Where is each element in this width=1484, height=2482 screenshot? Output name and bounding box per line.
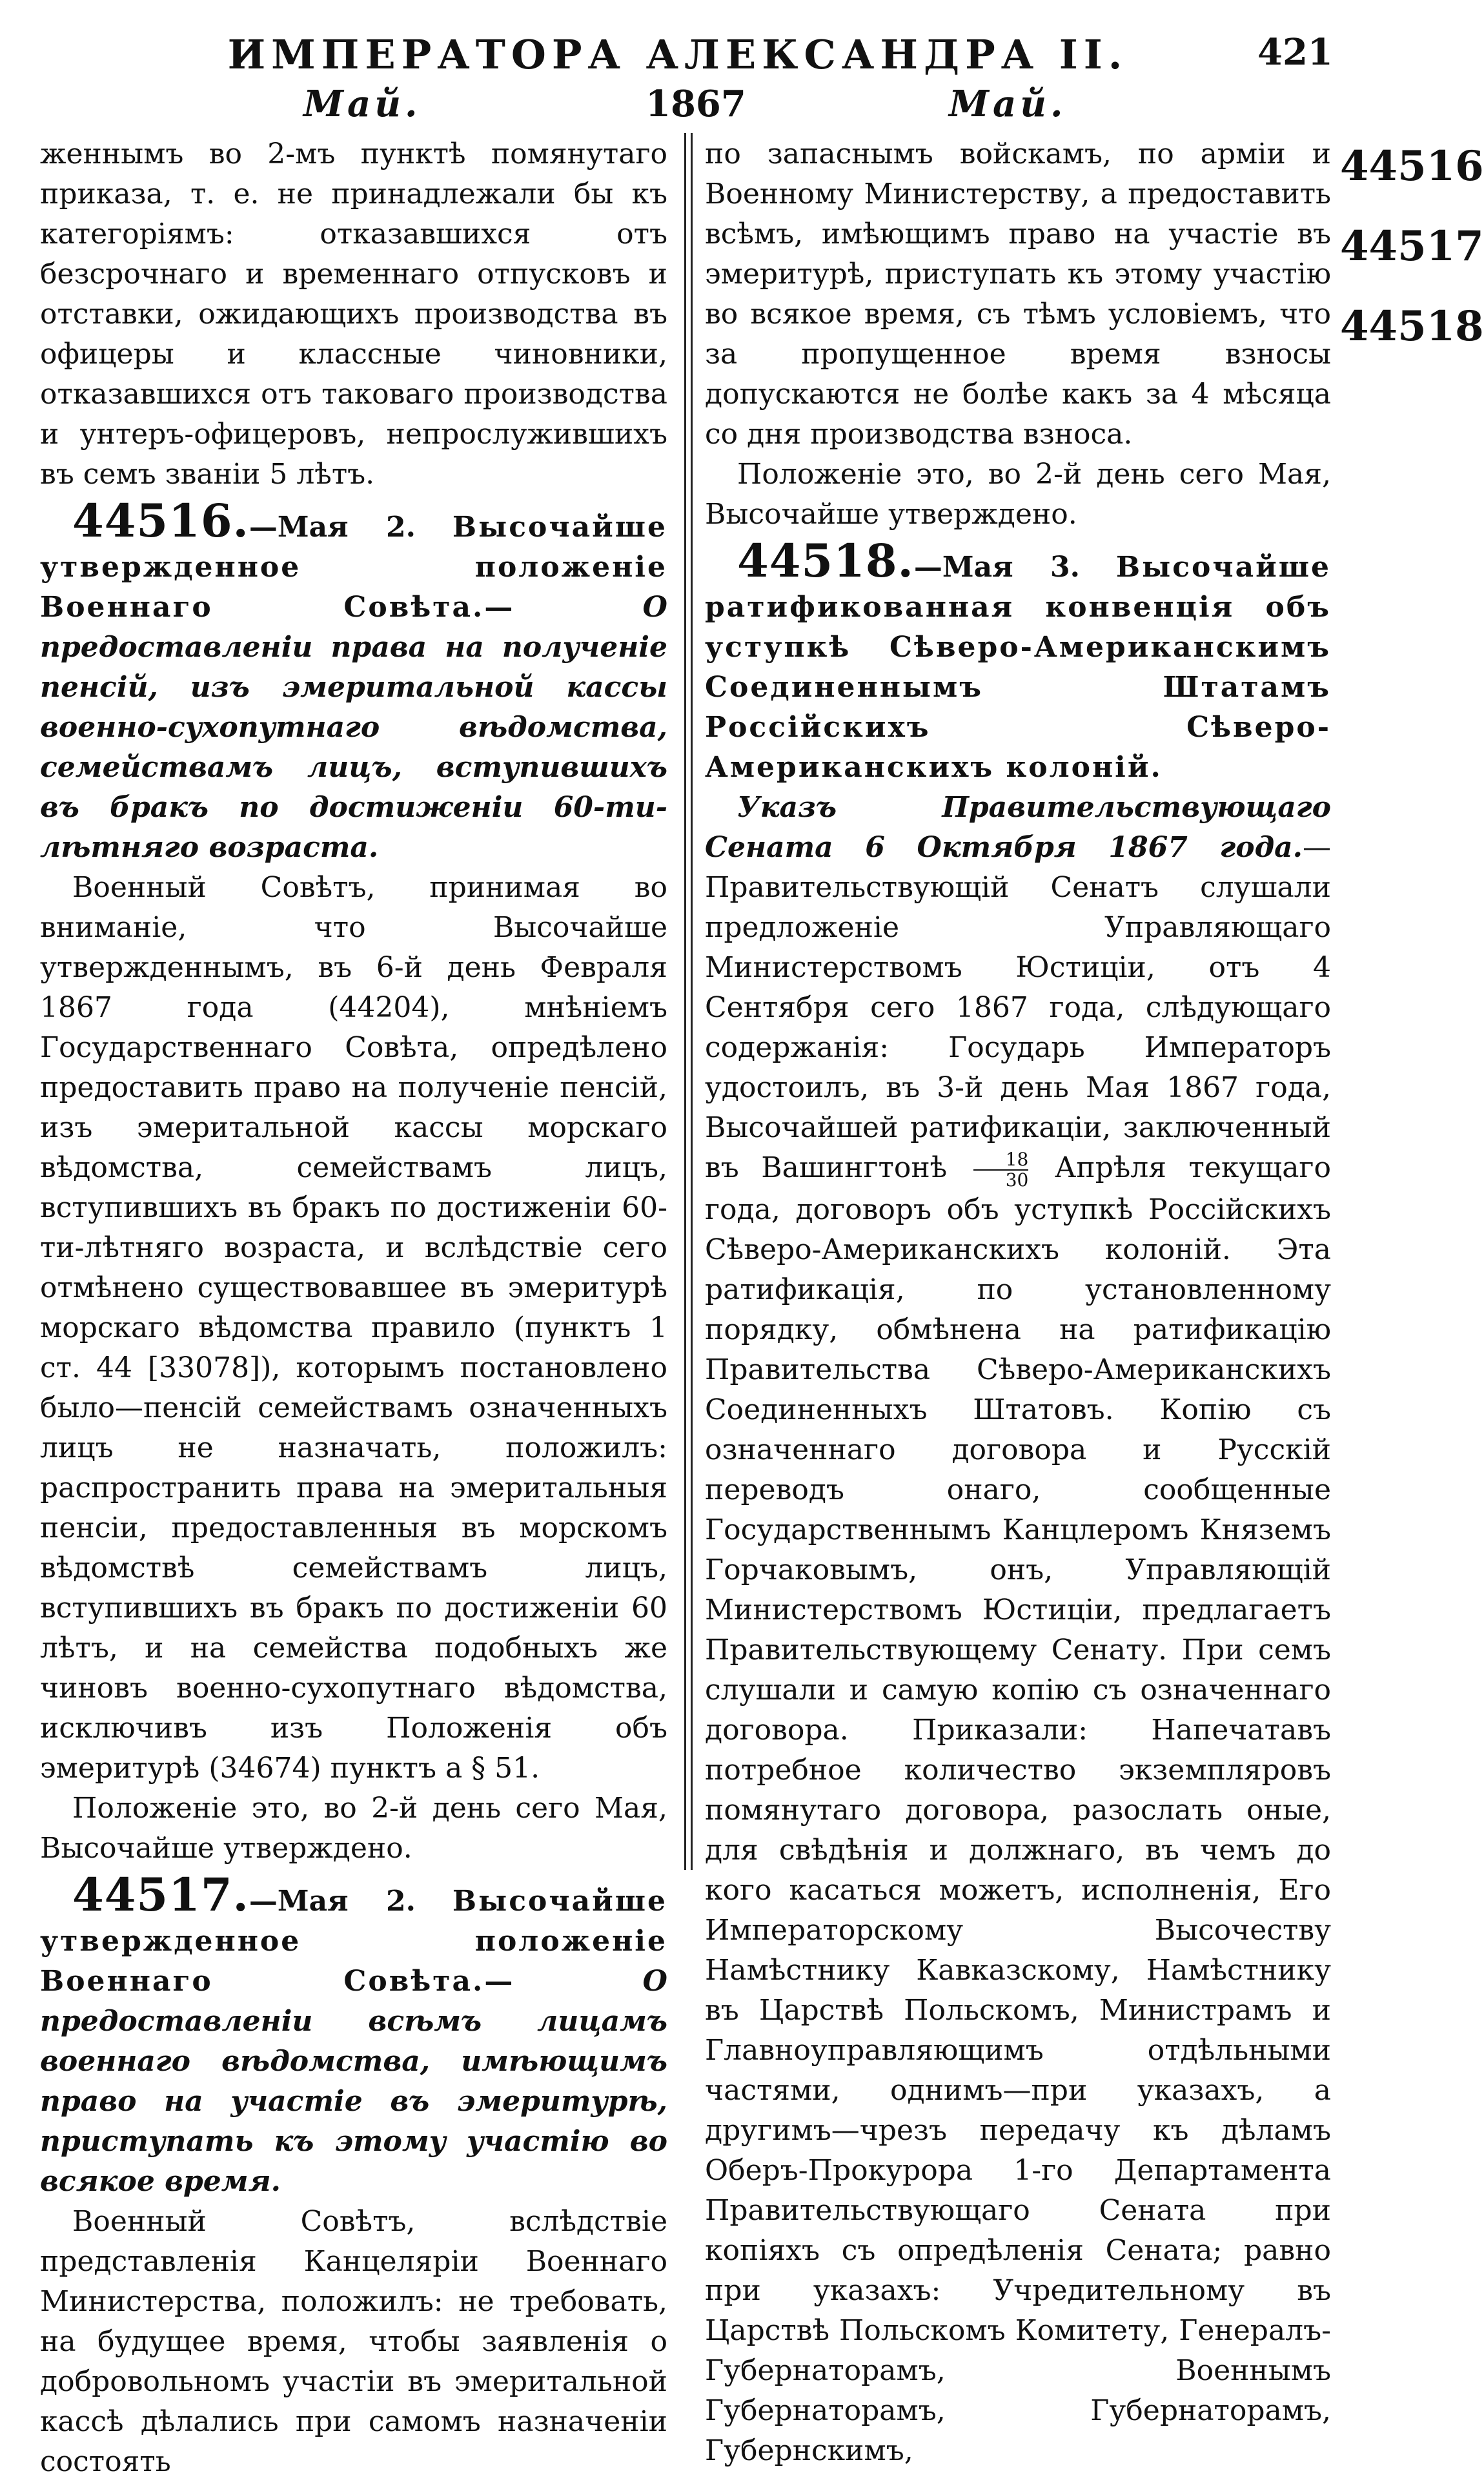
- entry-body: Военный Совѣтъ, принимая во вниманіе, что Высочайше утвержденнымъ, въ 6-й день Февраля 1867 года (44204), мнѣніемъ Государственнаго Совѣта, опредѣлено предоставить право на полученіе пенсій, изъ эмеритальной кассы морскаго вѣдомства, семействамъ лицъ, вступившихъ въ бракъ по достиженіи 60-ти-лѣтняго возраста, и вслѣдствіе сего отмѣнено существовавшее въ эмеритурѣ морскаго вѣдомства правило (пунктъ 1 ст. 44 [33078]), которымъ постановлено было—пенсій семействамъ означенныхъ лицъ не назначать, положилъ: распространить права на эмеритальныя пенсіи, предоставленныя въ морскомъ вѣдомствѣ семействамъ лицъ, вступившихъ въ бракъ по достиженіи 60 лѣтъ, и на семейства подобныхъ же чиновъ военно-сухопутнаго вѣдомства, исключивъ изъ Положенія объ эмеритурѣ (34674) пунктъ а § 51.: [40, 871, 667, 1785]
- right-column: [705, 134, 1331, 2467]
- entry-44517-heading: [40, 1868, 667, 2202]
- left-column: [40, 134, 667, 2478]
- entry-heading: Высочайше утвержденное положеніе Военнаго Совѣта.—: [40, 1885, 667, 1998]
- entry-date: —Мая 2.: [249, 1885, 416, 1918]
- fraction-top: 18: [973, 1150, 1029, 1171]
- entry-number: 44517.: [72, 1868, 249, 1922]
- entry-number: 44516.: [72, 494, 249, 548]
- entry-44516-heading: [40, 494, 667, 868]
- entry-closing: Положеніе это, во 2-й день сего Мая, Высочайше утверждено.: [705, 458, 1331, 531]
- year: 1867: [645, 83, 746, 125]
- entry-closing: Положеніе это, во 2-й день сего Мая, Высочайше утверждено.: [40, 1792, 667, 1865]
- entry-date: —Мая 2.: [249, 511, 416, 544]
- entry-summary: О предоставленіи всѣмъ лицамъ военнаго вѣдомства, имѣющимъ право на участіе въ эмеритурѣ, приступать къ этому участію во всякое время.: [40, 1965, 667, 2198]
- continuation-text: по запаснымъ войскамъ, по арміи и Военному Министерству, а предоставить всѣмъ, имѣющимъ право на участіе въ эмеритурѣ, приступать къ этому участію во всякое время, съ тѣмъ условіемъ, что за пропущенное время взносы допускаются не болѣе какъ за 4 мѣсяца со дня производства взноса.: [705, 138, 1331, 451]
- entry-heading: Высочайше утвержденное положеніе Военнаго Совѣта.—: [40, 511, 667, 624]
- entry-date: —Мая 3.: [913, 551, 1080, 584]
- margin-number: 44517: [1340, 222, 1484, 271]
- month-left: Май.: [303, 83, 422, 125]
- margin-entry-numbers: [1340, 127, 1484, 367]
- entry-44518-heading: [705, 534, 1331, 788]
- continuation-text: женнымъ во 2-мъ пунктѣ помянутаго приказа, т. е. не принадлежали бы къ категоріямъ: отказавшихся отъ безсрочнаго и временнаго отпусковъ и отставки, ожидающихъ производства въ офицеры и классные чиновники, отказавшихся отъ таковаго производства и унтеръ-офицеровъ, непрослужившихъ въ семъ званіи 5 лѣтъ.: [40, 138, 667, 491]
- month-right: Май.: [949, 83, 1067, 125]
- column-rule: [684, 133, 686, 1870]
- margin-number: 44516: [1340, 142, 1484, 190]
- running-head: [0, 19, 1468, 77]
- date-fraction: [973, 1150, 1029, 1190]
- decree-text: [705, 788, 1331, 2471]
- decree-body-part-1: —Правительствующій Сенатъ слушали предложеніе Управляющаго Министерствомъ Юстиціи, отъ 4 Сентября сего 1867 года, слѣдующаго содержанія: Государь Императоръ удостоилъ, въ 3-й день Мая 1867 года, Высочайшей ратификаціи, заключенный въ Вашингтонѣ: [705, 831, 1331, 1184]
- entry-number: 44518.: [737, 534, 914, 588]
- entry-body: Военный Совѣтъ, вслѣдствіе представленія Канцеляріи Военнаго Министерства, положилъ: не требовать, на будущее время, чтобы заявленія о добровольномъ участіи въ эмеритальной кассѣ дѣлались при самомъ назначеніи состоять: [40, 2205, 667, 2478]
- margin-number: 44518: [1340, 302, 1484, 351]
- running-title: ИМПЕРАТОРА АЛЕКСАНДРА II.: [227, 31, 1128, 78]
- column-rule: [691, 133, 693, 1870]
- decree-title: Указъ Правительствующаго Сената 6 Октября 1867 года.: [705, 791, 1331, 864]
- entry-summary: О предоставленіи права на полученіе пенсій, изъ эмеритальной кассы военно-сухопутнаго вѣдомства, семействамъ лицъ, вступившихъ въ бракъ по достиженіи 60-ти-лѣтняго возраста.: [40, 591, 667, 864]
- entry-heading: Высочайше ратификованная конвенція объ уступкѣ Сѣверо-Американскимъ Соединеннымъ Штатамъ Россійскихъ Сѣверо-Американскихъ колоній.: [705, 551, 1331, 784]
- page-number: 421: [1257, 31, 1333, 74]
- fraction-bottom: 30: [1005, 1169, 1029, 1191]
- decree-body-part-2: Апрѣля текущаго года, договоръ объ уступкѣ Россійскихъ Сѣверо-Американскихъ колоній. Эта ратификація, по установленному порядку, обмѣнена на ратификацію Правительства Сѣверо-Американскихъ Соединенныхъ Штатовъ. Копію съ означеннаго договора и Русскій переводъ онаго, сообщенные Государственнымъ Канцлеромъ Княземъ Горчаковымъ, онъ, Управляющій Министерствомъ Юстиціи, предлагаетъ Правительствующему Сенату. При семъ слушали и самую копію съ означеннаго договора. Приказали: Напечатавъ потребное количество экземпляровъ помянутаго договора, разослать оные, для свѣдѣнія и должнаго, въ чемъ до кого касаться можетъ, исполненія, Его Императорскому Высочеству Намѣстнику Кавказскому, Намѣстнику въ Царствѣ Польскомъ, Министрамъ и Главноуправляющимъ отдѣльными частями, однимъ—при указахъ, а другимъ—чрезъ передачу къ дѣламъ Оберъ-Прокурора 1-го Департамента Правительствующаго Сената при копіяхъ съ опредѣленія Сената; равно при указахъ: Учредительному въ Царствѣ Польскомъ Комитету, Генералъ-Губернаторамъ, Военнымъ Губернаторамъ, Губернаторамъ, Губернскимъ,: [705, 1151, 1331, 2467]
